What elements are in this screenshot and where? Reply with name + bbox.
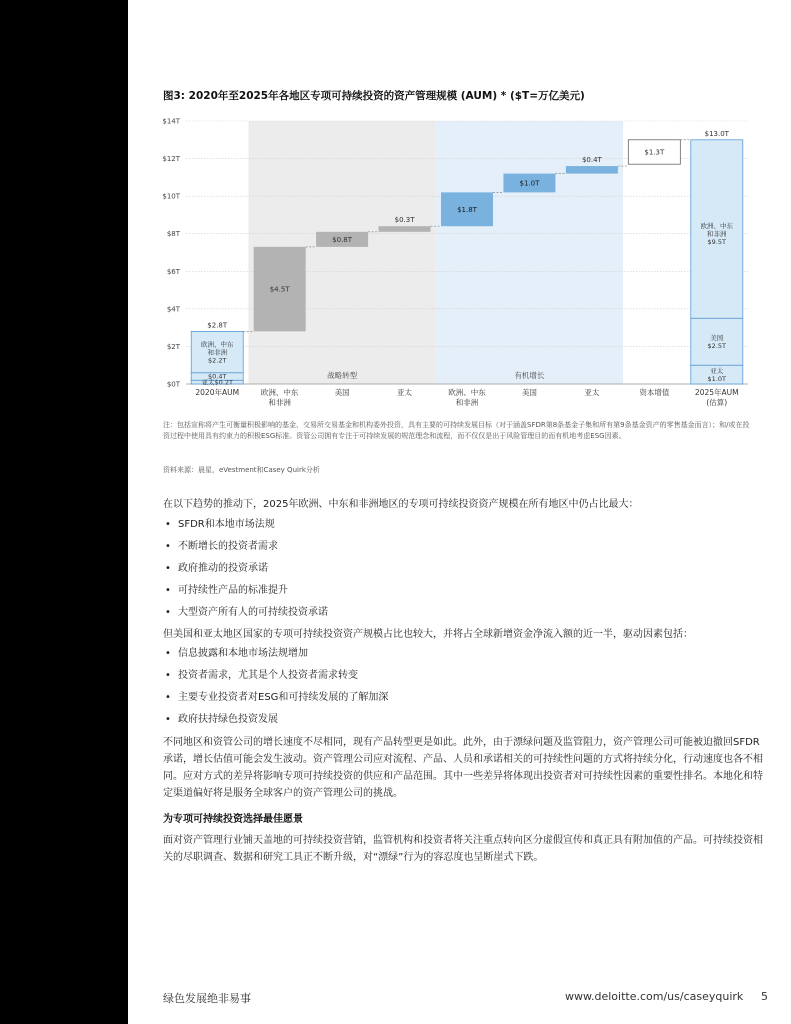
paragraph-4: 面对资产管理行业铺天盖地的可持续投资营销，监管机构和投资者将关注重点转向区分虚假宣传和真正具有附加值的产品。可持续投资相关的尽职调查、数据和研究工具正不断升级，对“漂绿”行为的容忍度也呈断崖式下跌。 <box>163 835 763 863</box>
bar-label: 欧洲、中东 <box>700 222 734 231</box>
x-tick-label: (估算) <box>706 398 728 407</box>
y-tick-label: $6T <box>166 267 180 276</box>
x-tick-label: 欧洲、中东 <box>448 388 486 397</box>
x-tick-label: 亚太 <box>397 388 413 397</box>
y-tick-label: $0T <box>166 380 180 389</box>
y-tick-label: $2T <box>166 342 180 351</box>
bar-label: $1.8T <box>457 205 477 214</box>
bullet-item: • 投资者需求，尤其是个人投资者需求转变 <box>163 667 763 689</box>
bullet-item: • SFDR和本地市场法规 <box>163 516 763 538</box>
x-tick-label: 亚太 <box>584 388 600 397</box>
bar-total-label: $13.0T <box>704 129 729 138</box>
x-tick-label: 美国 <box>334 388 350 397</box>
x-tick-label: 资本增值 <box>639 388 670 397</box>
bar-label: $2.2T <box>207 356 227 365</box>
bar-label: $0.8T <box>332 235 353 244</box>
page-number: 5 <box>761 990 768 1003</box>
y-tick-label: $10T <box>162 192 180 201</box>
left-black-sidebar <box>0 0 128 1024</box>
bullet-item: • 主要专业投资者对ESG和可持续发展的了解加深 <box>163 689 763 711</box>
bar-label: $4.5T <box>269 285 290 294</box>
bar-total-label: $2.8T <box>207 321 228 330</box>
y-tick-label: $4T <box>166 305 180 314</box>
y-tick-label: $8T <box>166 230 180 239</box>
bar-label: $2.5T <box>707 342 727 351</box>
bar-label: $1.3T <box>644 148 665 157</box>
bullet-item: • 政府扶持绿色投资发展 <box>163 711 763 733</box>
bar-label: $0.4T <box>581 156 602 165</box>
bullet-item: • 不断增长的投资者需求 <box>163 538 763 560</box>
x-tick-label: 欧洲、中东 <box>260 388 299 397</box>
section-heading: 为专项可持续投资选择最佳愿景 <box>163 814 303 825</box>
bar-label: 和非洲 <box>207 348 227 357</box>
bullet-list-2 <box>163 645 763 733</box>
bar-label: $9.5T <box>707 238 727 247</box>
x-tick-label: 和非洲 <box>268 398 291 407</box>
bar-label: $1.0T <box>707 375 727 384</box>
bar-label: 亚太$0.2T <box>201 378 233 387</box>
footer-url-link[interactable]: www.deloitte.com/us/caseyquirk <box>565 990 744 1003</box>
paragraph-2: 但美国和亚太地区国家的专项可持续投资资产规模占比也较大，并将占全球新增资金净流入额的近一半，驱动因素包括： <box>163 629 693 640</box>
bar-label: 美国 <box>710 334 724 343</box>
waterfall-bar <box>566 166 618 174</box>
figure-note: 注：包括宣称将产生可衡量积极影响的基金、交易所交易基金和机构委外投资，具有主要的可持续发展目标（对于涵盖SFDR第8条基金子集和所有第9条基金资产的零售基金而言）；和/或在投资过程中使用具有约束力的积极ESG标准。资管公司拥有专注于可持续发展的规范理念和流程，而不仅仅是出于风险管理目的而有机地考虑ESG因素。 <box>163 421 750 440</box>
waterfall-bar <box>379 226 431 232</box>
x-tick-label: 2020年AUM <box>195 388 240 397</box>
x-tick-label: 和非洲 <box>455 398 479 407</box>
x-tick-label: 美国 <box>521 388 537 397</box>
bar-label: 欧洲、中东 <box>200 340 234 349</box>
bullet-item: • 大型资产所有人的可持续投资承诺 <box>163 604 763 626</box>
bar-label: 和非洲 <box>707 230 727 239</box>
y-tick-label: $14T <box>162 117 180 126</box>
bullet-item: • 政府推动的投资承诺 <box>163 560 763 582</box>
x-tick-label: 2025年AUM <box>694 388 739 397</box>
bullet-item: • 信息披露和本地市场法规增加 <box>163 645 763 667</box>
bullet-list-1 <box>163 516 763 626</box>
bar-label: $0.3T <box>394 216 415 225</box>
bar-label: $0.4T <box>207 372 227 381</box>
bullet-item: • 可持续性产品的标准提升 <box>163 582 763 604</box>
paragraph-1: 在以下趋势的推动下，2025年欧洲、中东和非洲地区的专项可持续投资资产规模在所有地区中仍占比最大： <box>163 499 639 510</box>
group-label: 战略转型 <box>327 371 358 380</box>
group-label: 有机增长 <box>514 371 545 380</box>
paragraph-3: 不同地区和资管公司的增长速度不尽相同，现有产品转型更是如此。此外，由于漂绿问题及监管阻力，资产管理公司可能被迫撤回SFDR承诺，增长估值可能会发生波动。资产管理公司应对流程、产品、人员和承诺相关的可持续性问题的方式将持续分化，行动速度也各不相同。应对方式的差异将影响专项可持续投资的供应和产品范围。其中一些差异将体现出投资者对可持续性因素的重要性排名。本地化和特定渠道偏好将是服务全球客户的资产管理公司的挑战。 <box>163 737 763 799</box>
bar-label: $1.0T <box>519 179 540 188</box>
footer-title: 绿色发展绝非易事 <box>163 992 251 1005</box>
bar-label: 亚太 <box>710 367 724 376</box>
y-tick-label: $12T <box>162 155 180 164</box>
figure-source: 资料来源：晨星，eVestment和Casey Quirk分析 <box>163 466 320 474</box>
waterfall-chart <box>130 112 760 414</box>
figure-title: 图3: 2020年至2025年各地区专项可持续投资的资产管理规模 (AUM) * ($T=万亿美元) <box>163 90 585 102</box>
